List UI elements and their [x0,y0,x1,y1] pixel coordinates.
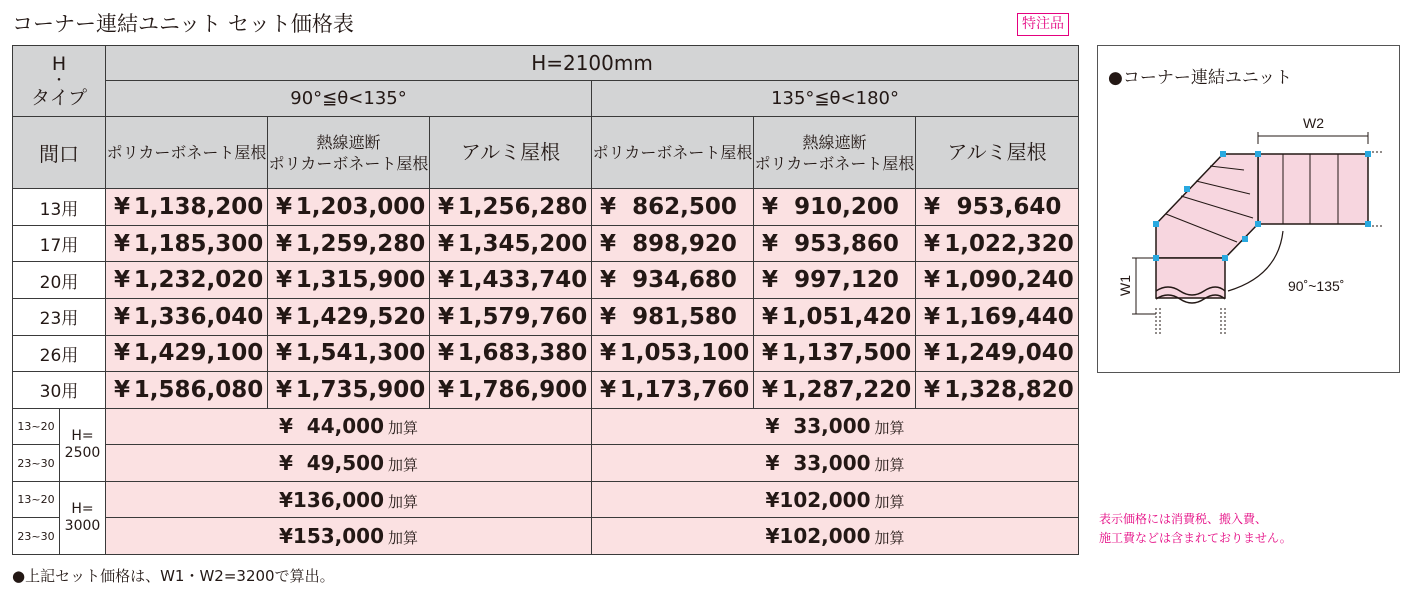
tax-note [1099,510,1292,548]
h-label: H [51,53,67,76]
price-cell [106,298,268,335]
w2-label: W2 [1303,115,1324,131]
yen-symbol: ¥ [762,376,779,403]
height-line2: 3000 [64,517,101,534]
price-value: 1,259,280 [295,230,426,257]
price-cell [268,262,430,299]
header-row-angle [13,80,1079,117]
price-cell [430,298,592,335]
price-value: 1,173,760 [619,376,750,403]
price-value: 1,429,520 [295,303,426,330]
surcharge-suffix: 加算 [388,456,419,475]
price-value: 1,051,420 [781,303,912,330]
price-value: 1,345,200 [457,230,588,257]
surcharge-value: ¥ 33,000 [765,451,871,476]
surcharge-value: ¥102,000 [765,524,871,549]
price-cell [592,335,754,372]
price-cell [754,225,916,262]
price-cell [754,262,916,299]
price-value: 1,137,500 [781,340,912,367]
price-cell [106,372,268,409]
table-row [13,189,1079,226]
price-cell [592,298,754,335]
yen-symbol: ¥ [438,267,455,294]
price-value: 934,680 [632,267,737,294]
surcharge-cell [592,445,1079,482]
price-value: 1,203,000 [295,194,426,221]
surcharge-suffix: 加算 [388,492,419,511]
surcharge-row [13,481,1079,518]
h-type-header [13,46,106,117]
yen-symbol: ¥ [438,303,455,330]
yen-symbol: ¥ [924,267,941,294]
range-cell: 13~20 [13,408,60,445]
size-cell: 13用 [13,189,106,226]
price-value: 910,200 [794,194,899,221]
price-cell [106,262,268,299]
price-value: 1,328,820 [944,376,1074,403]
range-cell: 23~30 [13,445,60,482]
price-value: 1,185,300 [133,230,264,257]
yen-symbol: ¥ [114,194,131,221]
surcharge-value: ¥ 33,000 [765,414,871,439]
height-cell [60,408,106,481]
price-value: 1,315,900 [295,267,426,294]
surcharge-cell [106,408,592,445]
yen-symbol: ¥ [762,194,779,221]
height-line2: 2500 [64,444,101,461]
yen-symbol: ¥ [762,267,779,294]
col-aluminum-2 [916,117,1079,189]
price-cell [916,225,1079,262]
price-cell [916,189,1079,226]
yen-symbol: ¥ [276,267,293,294]
height-line1: H= [71,427,94,444]
yen-symbol: ¥ [600,194,617,221]
table-row [13,335,1079,372]
price-value: 1,579,760 [457,303,588,330]
price-cell [916,372,1079,409]
price-cell [106,189,268,226]
surcharge-suffix: 加算 [874,529,905,548]
yen-symbol: ¥ [114,340,131,367]
col-label: ポリカーボネート屋根 [268,153,429,173]
price-value: 1,586,080 [133,376,264,403]
yen-symbol: ¥ [600,303,617,330]
col-heat-shield-1 [268,117,430,189]
table-row [13,225,1079,262]
surcharge-row [13,445,1079,482]
price-value: 1,022,320 [944,230,1074,257]
price-value: 898,920 [632,230,737,257]
price-value: 1,735,900 [295,376,426,403]
col-label: ポリカーボネート屋根 [106,143,267,163]
header-row-columns [13,117,1079,189]
h-dot: ・ [52,73,66,90]
surcharge-cell [106,445,592,482]
price-cell [106,335,268,372]
yen-symbol: ¥ [276,194,293,221]
w1-label: W1 [1117,275,1133,296]
yen-symbol: ¥ [438,194,455,221]
price-cell [268,225,430,262]
yen-symbol: ¥ [924,230,941,257]
yen-symbol: ¥ [924,340,941,367]
yen-symbol: ¥ [762,303,779,330]
price-cell [592,372,754,409]
surcharge-suffix: 加算 [388,419,419,438]
surcharge-value: ¥153,000 [278,524,384,549]
price-cell [430,262,592,299]
table-row [13,372,1079,409]
price-value: 1,336,040 [133,303,264,330]
size-cell: 17用 [13,225,106,262]
price-cell [592,189,754,226]
surcharge-cell [106,518,592,555]
yen-symbol: ¥ [438,340,455,367]
price-table [12,45,1079,555]
angle-group-2: 135°≦θ<180° [592,80,1079,117]
surcharge-suffix: 加算 [388,529,419,548]
yen-symbol: ¥ [924,376,941,403]
col-label: ポリカーボネート屋根 [754,153,915,173]
price-value: 1,053,100 [619,340,750,367]
yen-symbol: ¥ [600,267,617,294]
price-value: 1,256,280 [457,194,588,221]
price-value: 1,541,300 [295,340,426,367]
height-cell [60,481,106,554]
price-cell [754,335,916,372]
yen-symbol: ¥ [600,230,617,257]
col-polycarbonate-2 [592,117,754,189]
col-label: 熱線遮断 [802,132,867,152]
price-cell [754,372,916,409]
price-value: 1,232,020 [133,267,264,294]
price-value: 1,090,240 [944,267,1074,294]
price-value: 1,683,380 [457,340,588,367]
price-value: 981,580 [632,303,737,330]
corner-unit-drawing [1098,46,1399,372]
surcharge-value: ¥ 49,500 [278,451,384,476]
angle-label: 90˚~135˚ [1288,278,1345,294]
size-cell: 26用 [13,335,106,372]
footnote: ●上記セット価格は、W1・W2=3200で算出。 [12,567,335,585]
col-label: アルミ屋根 [947,140,1047,165]
price-cell [592,225,754,262]
frontage-header: 間口 [13,117,106,189]
yen-symbol: ¥ [114,267,131,294]
surcharge-cell [106,481,592,518]
col-label: 熱線遮断 [316,132,381,152]
surcharge-row [13,408,1079,445]
price-cell [430,189,592,226]
price-cell [916,335,1079,372]
surcharge-value: ¥ 44,000 [278,414,384,439]
surcharge-value: ¥136,000 [278,487,384,512]
size-cell: 30用 [13,372,106,409]
yen-symbol: ¥ [600,340,617,367]
yen-symbol: ¥ [924,303,941,330]
yen-symbol: ¥ [276,230,293,257]
surcharge-value: ¥102,000 [765,487,871,512]
price-cell [754,189,916,226]
height-header: H=2100mm [106,46,1079,81]
price-cell [268,298,430,335]
tax-note-line1: 表示価格には消費税、搬入費、 [1099,512,1268,526]
price-cell [430,225,592,262]
size-cell: 20用 [13,262,106,299]
yen-symbol: ¥ [924,194,941,221]
special-order-badge: 特注品 [1017,13,1069,36]
corner-unit-diagram [1097,45,1400,373]
size-cell: 23用 [13,298,106,335]
price-cell [106,225,268,262]
price-cell [430,372,592,409]
col-polycarbonate-1 [106,117,268,189]
yen-symbol: ¥ [114,230,131,257]
price-cell [268,372,430,409]
surcharge-cell [592,481,1079,518]
surcharge-suffix: 加算 [874,456,905,475]
yen-symbol: ¥ [600,376,617,403]
surcharge-suffix: 加算 [874,492,905,511]
col-label: アルミ屋根 [460,140,561,165]
diagram-title: ●コーナー連結ユニット [1108,68,1293,88]
price-value: 1,249,040 [944,340,1074,367]
col-aluminum-1 [430,117,592,189]
table-row [13,298,1079,335]
price-value: 862,500 [632,194,737,221]
price-value: 1,786,900 [457,376,588,403]
range-cell: 23~30 [13,518,60,555]
col-heat-shield-2 [754,117,916,189]
price-cell [268,189,430,226]
yen-symbol: ¥ [438,230,455,257]
price-value: 1,169,440 [944,303,1074,330]
price-cell [592,262,754,299]
yen-symbol: ¥ [276,303,293,330]
price-cell [268,335,430,372]
price-value: 953,640 [956,194,1062,221]
price-cell [916,298,1079,335]
yen-symbol: ¥ [276,340,293,367]
col-label: ポリカーボネート屋根 [592,143,753,163]
surcharge-cell [592,408,1079,445]
surcharge-suffix: 加算 [874,419,905,438]
tax-note-line2: 施工費などは含まれておりません。 [1099,531,1292,545]
price-cell [754,298,916,335]
price-value: 997,120 [794,267,899,294]
price-value: 1,287,220 [781,376,912,403]
yen-symbol: ¥ [762,230,779,257]
yen-symbol: ¥ [114,303,131,330]
angle-group-1: 90°≦θ<135° [106,80,592,117]
surcharge-cell [592,518,1079,555]
price-value: 1,433,740 [457,267,588,294]
height-line1: H= [71,500,94,517]
table-row [13,262,1079,299]
header-row-height [13,46,1079,81]
price-value: 1,138,200 [133,194,264,221]
price-value: 953,860 [794,230,899,257]
type-label: タイプ [30,87,88,110]
price-cell [430,335,592,372]
yen-symbol: ¥ [114,376,131,403]
price-value: 1,429,100 [133,340,264,367]
yen-symbol: ¥ [438,376,455,403]
yen-symbol: ¥ [276,376,293,403]
surcharge-row [13,518,1079,555]
range-cell: 13~20 [13,481,60,518]
price-cell [916,262,1079,299]
page-title: コーナー連結ユニット セット価格表 [12,12,354,36]
yen-symbol: ¥ [762,340,779,367]
